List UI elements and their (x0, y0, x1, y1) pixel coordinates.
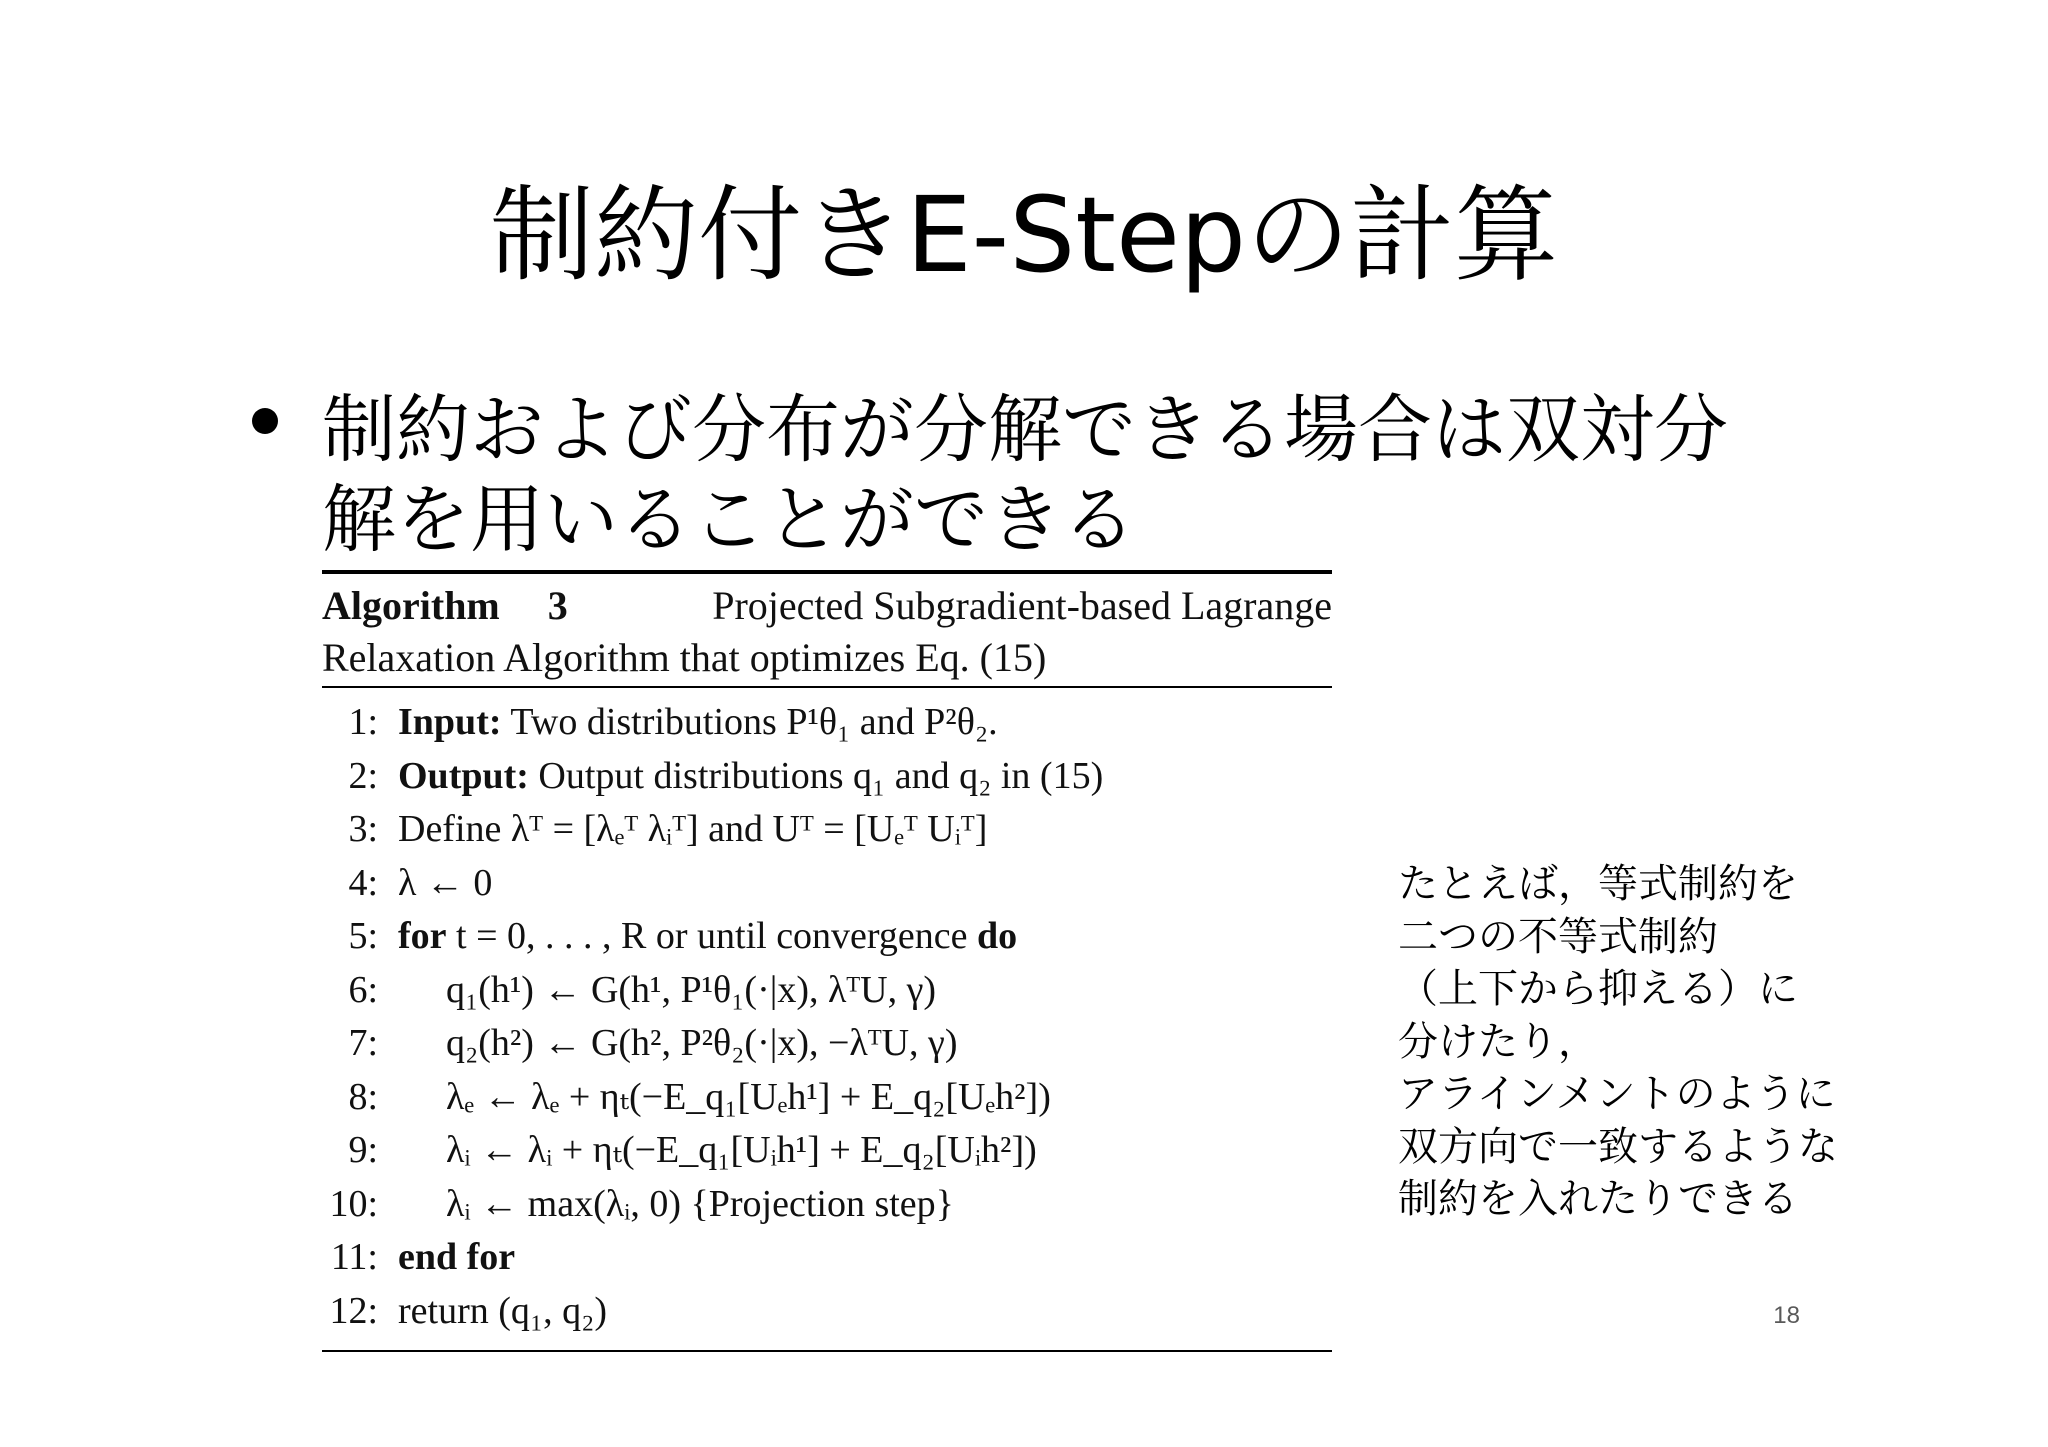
algorithm-line-8: 8: λₑ ← λₑ + ηₜ(−E_q₁[Uₑh¹] + E_q₂[Uₑh²]) (348, 1075, 1051, 1118)
slide-title: 制約付きE-Stepの計算 (489, 174, 1559, 296)
side-note-line: 双方向で一致するような (1398, 1123, 1838, 1170)
algorithm-line-6: 6: q₁(h¹) ← G(h¹, P¹θ₁(·|x), λᵀU, γ) (348, 968, 937, 1011)
side-note-line: 制約を入れたりできる (1398, 1176, 1798, 1222)
side-note-line: 二つの不等式制約 (1398, 913, 1718, 960)
algorithm-line-3: 3: Define λᵀ = [λₑᵀ λᵢᵀ] and Uᵀ = [Uₑᵀ Uᵢᵀ] (348, 808, 988, 850)
algorithm-line-7: 7: q₂(h²) ← G(h², P²θ₂(·|x), −λᵀU, γ) (348, 1022, 958, 1064)
side-note-line: 分けたり， (1398, 1018, 1598, 1065)
page-number: 18 (1773, 1302, 1800, 1329)
algorithm-line-11: 11: end for (330, 1236, 516, 1278)
side-note-line: アラインメントのように (1398, 1071, 1836, 1117)
side-note (1398, 858, 1858, 1226)
algorithm-line-1: 1: Input: Two distributions P¹θ₁ and P²θ₂. (348, 701, 998, 743)
algorithm-caption (322, 580, 1332, 684)
algorithm-bottom-rule (322, 1350, 1332, 1352)
algorithm-caption-line2: Relaxation Algorithm that optimizes Eq. (15) (322, 635, 1047, 680)
algorithm-line-4: 4: λ ← 0 (348, 861, 493, 904)
algorithm-line-12: 12: return (q₁, q₂) (329, 1289, 608, 1332)
bullet-line: 制約および分布が分解できる場合は双対分 (322, 387, 1728, 473)
algorithm-lines (322, 696, 1332, 1338)
bullet-text (322, 385, 1802, 565)
bullet-line: 解を用いることができる (322, 477, 1136, 563)
algorithm-line-9: 9: λᵢ ← λᵢ + ηₜ(−E_q₁[Uᵢh¹] + E_q₂[Uᵢh²]) (348, 1129, 1037, 1171)
algorithm-label: Algorithm (322, 583, 500, 628)
side-note-line: （上下から抑える）に (1398, 966, 1798, 1012)
side-note-line: たとえば，等式制約を (1398, 861, 1798, 907)
algorithm-mid-rule (322, 686, 1332, 688)
algorithm-line-5: 5: for t = 0, . . . , R or until convergence do (348, 915, 1018, 957)
bullet-dot (252, 408, 278, 434)
algorithm-caption-text: Projected Subgradient-based Lagrange (712, 583, 1332, 628)
algorithm-box (322, 570, 1332, 1352)
algorithm-top-rule (322, 570, 1332, 574)
algorithm-line-2: 2: Output: Output distributions q₁ and q₂ in (15) (348, 754, 1104, 797)
algorithm-line-10: 10: λᵢ ← max(λᵢ, 0) {Projection step} (329, 1182, 954, 1225)
algorithm-number: 3 (547, 583, 568, 628)
